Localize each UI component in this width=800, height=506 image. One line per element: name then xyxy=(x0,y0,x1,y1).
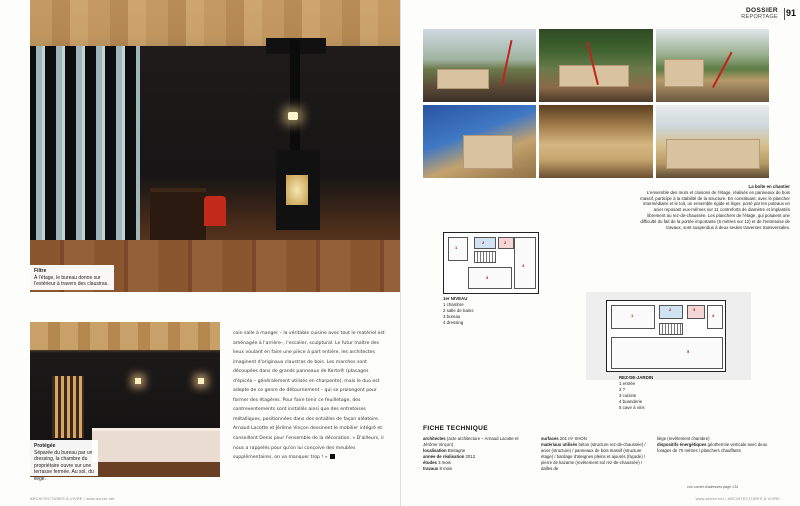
section-title: DOSSIER xyxy=(745,7,778,14)
wood-ceiling xyxy=(30,0,400,46)
fiche-label: matériaux utilisés xyxy=(541,442,578,448)
wood-panel xyxy=(463,135,513,169)
room-number: 3 xyxy=(486,275,489,280)
fiche-label: année de réalisation xyxy=(423,454,465,460)
legend-item: 3 cuisine xyxy=(619,392,637,398)
red-chair xyxy=(204,196,226,226)
caption-text: Séparée du bureau par un dressing, la chambre du propriétaire ouvre sur une terrasse fermée. Au sol, du liège. xyxy=(34,449,94,482)
article-body xyxy=(233,329,385,463)
room-number: 5 xyxy=(687,349,690,354)
legend-title: REZ-DE-JARDIN xyxy=(619,375,654,380)
address-reference: voir carnet d'adresses page 134 xyxy=(687,485,739,489)
fiche-label: surfaces xyxy=(541,436,559,441)
fiche-column xyxy=(541,436,649,473)
fiche-column xyxy=(657,436,771,454)
caption-title: Protégée xyxy=(34,443,56,449)
header-divider xyxy=(784,8,785,20)
plan-room xyxy=(448,237,468,261)
bedroom-photo-caption xyxy=(30,440,98,482)
plan-room xyxy=(468,267,512,289)
page-number: 91 xyxy=(785,8,796,18)
legend-item: 4 buanderie xyxy=(619,398,643,404)
page-footer: www.avivre.net / ARCHITECTURES À VIVRE xyxy=(695,497,780,501)
fiche-value: 201 m² SHON xyxy=(559,436,587,441)
wood-panel xyxy=(664,59,704,87)
caption-title: Filtre xyxy=(34,268,47,274)
legend-item: 2 ? xyxy=(619,386,626,392)
construction-note xyxy=(635,184,790,231)
caption-text: À l'étage, le bureau donne sur l'extérieur à travers des claustras. xyxy=(34,274,109,287)
wood-panel xyxy=(437,69,489,89)
upper-floor-plan xyxy=(443,232,539,294)
end-of-article-mark xyxy=(330,454,335,459)
legend-item: 1 chambre xyxy=(443,301,464,307)
ground-plan-legend xyxy=(619,375,653,411)
room-number: 2 xyxy=(504,240,507,245)
wood-panel xyxy=(666,139,760,169)
stove-pipe xyxy=(290,40,300,150)
plan-room xyxy=(474,237,496,249)
legend-item: 5 cave à vins xyxy=(619,404,645,410)
wall-lamp xyxy=(135,378,141,384)
article-paragraph: coin salle à manger – la véritable cuisine avec tout le matériel est aménagée à l'arrière–, l'escalier, sculptural. Le futur maître des lieux voulant en faire une pièce à part entière, les architectes imaginent d'originaux claustras de bois. Les marches sont découpées dans de grands panneaux de Kerto® (placages d'épicéa – généralement utilisés en charpente), mais le duo est adepte de ce genre de détournement – qui se prolongent pour former des étagères. Pour faire tenir ce feuilletage, des contreventements sont installés ainsi que des entretoises métalliques, positionnées dans des entailles de façon aléatoire. Arnaud Lacotte et Jérôme Vinçon dessinent le mobilier intégré et conseillent Denis pour l'ensemble de la décoration. « D'ailleurs, il nous a rappelés pour qu'on lui conçoive des meubles supplémentaires, on va manquer trop ! » xyxy=(233,331,385,461)
legend-item: 4 dressing xyxy=(443,319,464,325)
fiche-entry xyxy=(541,442,649,472)
construction-photo xyxy=(539,29,653,102)
plan-room xyxy=(611,337,723,369)
fiche-value: (acte architecture – Arnaud Lacotte et Jérôme Vinçon) xyxy=(423,436,519,448)
fiche-label: architectes xyxy=(423,436,446,441)
construction-photo xyxy=(656,29,769,102)
fiche-label: études xyxy=(423,460,437,466)
construction-photo xyxy=(423,29,536,102)
plan-stair xyxy=(659,323,683,335)
fiche-label: localisation xyxy=(423,448,447,454)
fiche-value: 3 mois xyxy=(438,460,451,466)
plan-room xyxy=(707,305,723,329)
construction-photo xyxy=(539,105,653,178)
fiche-column xyxy=(423,436,533,473)
note-title: La boîte en chantier xyxy=(748,184,790,189)
plan-stair xyxy=(474,251,496,263)
legend-item: 2 salle de bains xyxy=(443,307,474,313)
ground-floor-plan xyxy=(606,300,726,372)
legend-item: 3 bureau xyxy=(443,313,461,319)
upper-plan-legend xyxy=(443,296,474,326)
fiche-value: liège (revêtement chambre) xyxy=(657,436,710,441)
claustra-window xyxy=(52,376,84,438)
legend-title: 1er NIVEAU xyxy=(443,296,468,301)
construction-photo xyxy=(656,105,769,178)
fiche-label: dispositifs énergétiques xyxy=(657,442,707,448)
room-number: 2 xyxy=(669,307,672,312)
main-interior-photo xyxy=(30,0,400,292)
wall-lamp xyxy=(288,112,298,120)
stove-fire xyxy=(286,175,308,205)
section-subtitle: REPORTAGE xyxy=(741,14,778,20)
claustra-window xyxy=(30,46,140,251)
wood-ceiling xyxy=(30,322,220,350)
fiche-value: Bretagne xyxy=(447,448,466,454)
fiche-label: travaux xyxy=(423,466,439,472)
legend-item: 1 entrée xyxy=(619,380,636,386)
plan-room xyxy=(687,305,705,319)
construction-photo xyxy=(423,105,536,178)
plan-room xyxy=(514,237,536,289)
main-photo-caption xyxy=(30,265,114,290)
room-number: 2 xyxy=(482,240,485,245)
fiche-value: géothermie verticale avec deux forages de 70 mètres / planchers chauffants xyxy=(657,442,768,454)
fiche-technique-title: FICHE TECHNIQUE xyxy=(423,425,488,432)
room-number: 4 xyxy=(712,313,715,318)
crane-arm xyxy=(501,40,513,85)
fiche-entry xyxy=(423,466,533,472)
room-number: 3 xyxy=(693,307,696,312)
room-number: 4 xyxy=(522,263,525,268)
right-page xyxy=(400,0,800,506)
room-number: 1 xyxy=(631,313,634,318)
fiche-entry xyxy=(423,436,533,448)
bed xyxy=(92,428,220,466)
fiche-value: béton (structure rez-de-chaussée) / acier (structure) / panneaux de bois massif (structure étage) / bardage d'ateignes pleins et ajourés (façade) / pierre de kazame (revêtement sol rez-de-chaussée) / dalles de xyxy=(541,442,646,472)
page-footer: ARCHITECTURES À VIVRE / www.avivre.net xyxy=(30,497,115,501)
wall-lamp xyxy=(198,378,204,384)
room-number: 1 xyxy=(455,245,458,250)
fiche-value: 2012 xyxy=(465,454,476,460)
crane-arm xyxy=(712,52,733,88)
note-text: L'ensemble des murs et cloisons de l'étage, réalisés en panneaux de bois massif, participe à la stabilité de la structure. En constituant, avec le plancher intermédiaire et le toit, un ensemble rigide et léger, porté par les poteaux en acier reposant eux-mêmes sur 11 contreforts de diamètre et implantés librement au rez-de-chaussée. Les planchers de l'étage, qui posaient une difficulté du fait de la portée importante (6 mètres sur 12) et de l'entretoise de travaux, sont suspendus à deux seules traverses transversales. xyxy=(640,189,790,230)
fiche-value: 8 mois xyxy=(439,466,453,472)
fiche-entry xyxy=(657,442,771,454)
